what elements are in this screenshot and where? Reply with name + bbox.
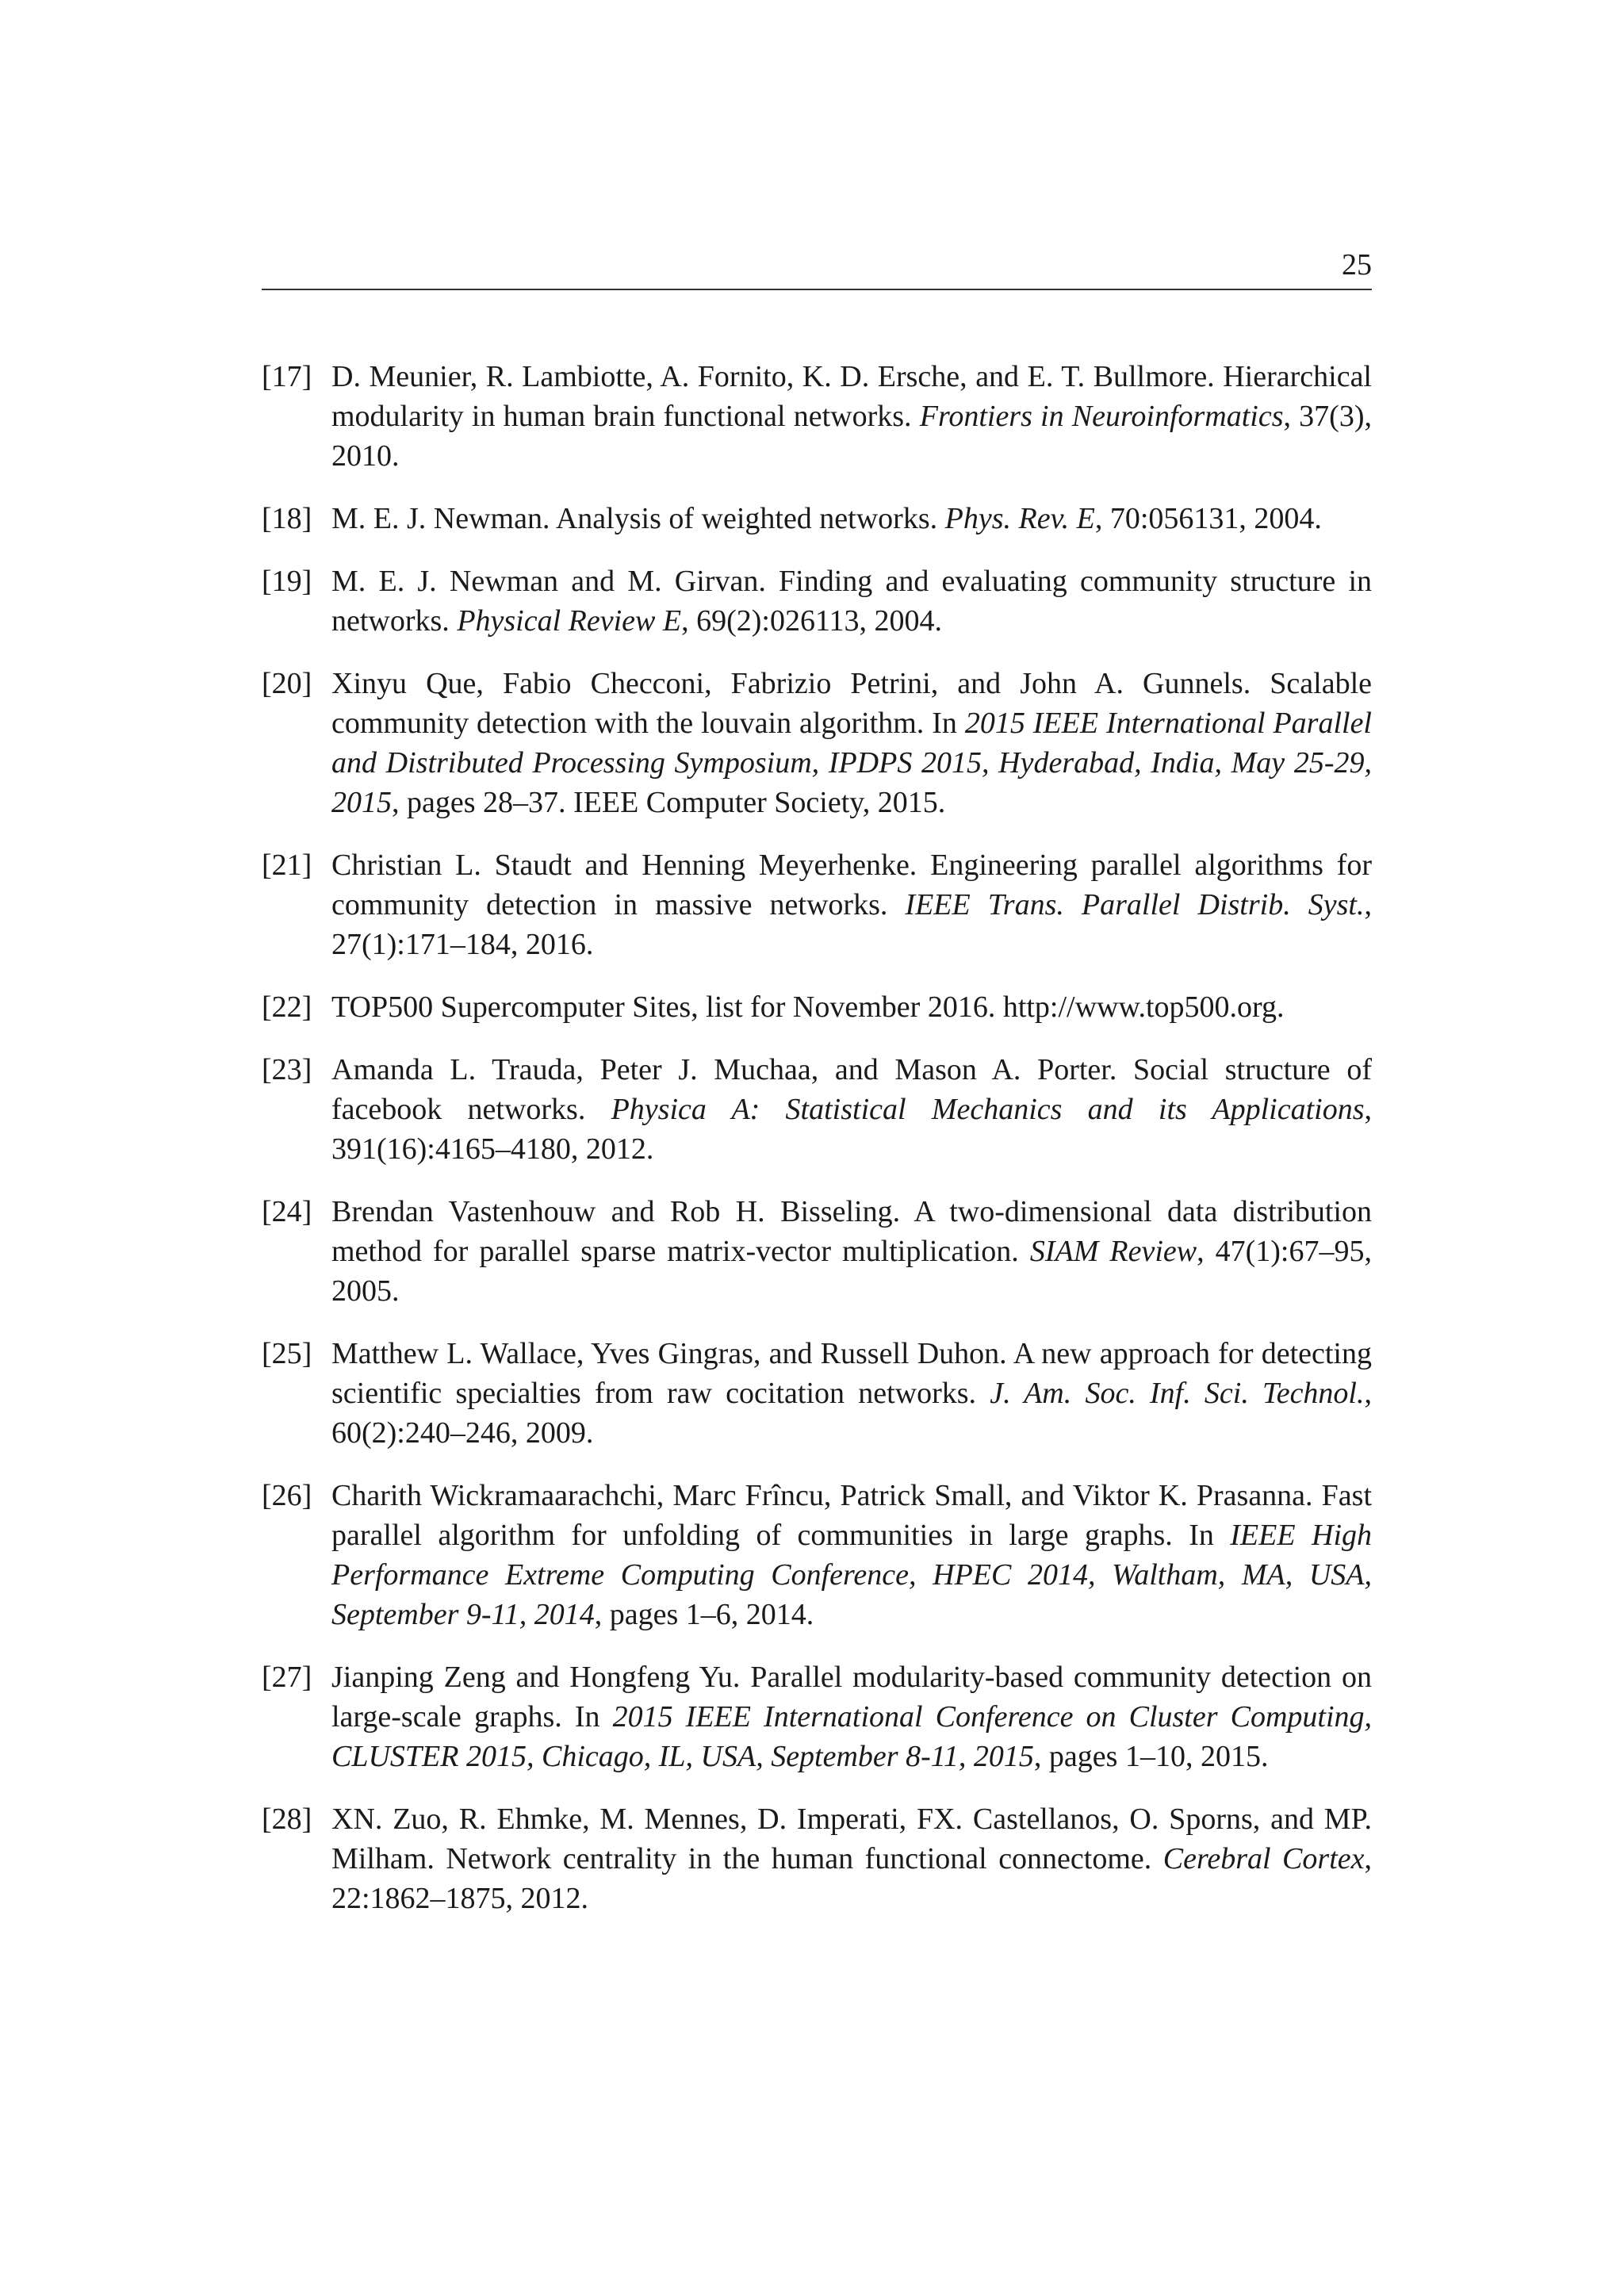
reference-authors-title: TOP500 Supercomputer Sites, list for November 2016. http://www.top500.org. bbox=[331, 990, 1285, 1024]
page-header bbox=[262, 238, 1372, 290]
reference-authors-title: M. E. J. Newman and M. Girvan. Finding and evaluating community structure in networks. bbox=[331, 565, 1372, 638]
reference-number: [26] bbox=[262, 1479, 312, 1512]
reference-number: [24] bbox=[262, 1195, 312, 1228]
reference-venue: Phys. Rev. E bbox=[944, 502, 1095, 535]
reference-item bbox=[262, 499, 1372, 538]
reference-text bbox=[331, 845, 1372, 964]
reference-text bbox=[331, 499, 1372, 538]
reference-text bbox=[331, 561, 1372, 641]
reference-text bbox=[331, 1334, 1372, 1453]
page-number: 25 bbox=[1342, 248, 1372, 282]
reference-authors-title: M. E. J. Newman. Analysis of weighted networks. bbox=[331, 502, 945, 535]
reference-number: [19] bbox=[262, 565, 312, 598]
reference-details: , 37(3), 2010. bbox=[331, 400, 1372, 473]
reference-item bbox=[262, 561, 1372, 641]
reference-venue: IEEE Trans. Parallel Distrib. Syst. bbox=[905, 888, 1365, 921]
reference-item bbox=[262, 357, 1372, 476]
reference-item bbox=[262, 1192, 1372, 1311]
reference-text bbox=[331, 1050, 1372, 1169]
reference-details: , pages 1–6, 2014. bbox=[594, 1598, 814, 1631]
reference-item bbox=[262, 1476, 1372, 1634]
reference-text bbox=[331, 1192, 1372, 1311]
reference-details: , 391(16):4165–4180, 2012. bbox=[331, 1093, 1372, 1166]
reference-venue: Cerebral Cortex bbox=[1162, 1842, 1365, 1875]
reference-venue: Physical Review E bbox=[457, 604, 682, 638]
reference-authors-title: Jianping Zeng and Hongfeng Yu. Parallel modularity-based community detection on large-scale graphs. In bbox=[331, 1661, 1372, 1734]
reference-number: [27] bbox=[262, 1661, 312, 1694]
reference-text bbox=[331, 1657, 1372, 1776]
reference-details: , 69(2):026113, 2004. bbox=[681, 604, 943, 638]
reference-number: [23] bbox=[262, 1053, 312, 1086]
reference-authors-title: Brendan Vastenhouw and Rob H. Bisseling. A two-dimensional data distribution method for parallel sparse matrix-vector multiplication. bbox=[331, 1195, 1372, 1268]
reference-text bbox=[331, 1476, 1372, 1634]
reference-item bbox=[262, 1050, 1372, 1169]
reference-details: , pages 28–37. IEEE Computer Society, 2015. bbox=[392, 786, 946, 819]
reference-authors-title: Amanda L. Trauda, Peter J. Muchaa, and Mason A. Porter. Social structure of facebook networks. bbox=[331, 1053, 1372, 1126]
reference-text bbox=[331, 987, 1372, 1027]
reference-authors-title: D. Meunier, R. Lambiotte, A. Fornito, K. D. Ersche, and E. T. Bullmore. Hierarchical modularity in human brain functional networks. bbox=[331, 360, 1372, 433]
reference-venue: 2015 IEEE International Parallel and Distributed Processing Symposium, IPDPS 2015, Hyderabad, India, May 25-29, 2015 bbox=[331, 707, 1372, 819]
reference-authors-title: Charith Wickramaarachchi, Marc Frîncu, Patrick Small, and Viktor K. Prasanna. Fast parallel algorithm for unfolding of communities in large graphs. In bbox=[331, 1479, 1372, 1552]
reference-text bbox=[331, 1799, 1372, 1918]
reference-venue: Physica A: Statistical Mechanics and its Applications bbox=[611, 1093, 1365, 1126]
reference-venue: J. Am. Soc. Inf. Sci. Technol. bbox=[990, 1377, 1365, 1410]
reference-venue: IEEE High Performance Extreme Computing Conference, HPEC 2014, Waltham, MA, USA, September 9-11, 2014 bbox=[331, 1519, 1372, 1631]
reference-details: , 27(1):171–184, 2016. bbox=[331, 888, 1372, 961]
reference-item bbox=[262, 1657, 1372, 1776]
reference-text bbox=[331, 664, 1372, 822]
reference-details: , 22:1862–1875, 2012. bbox=[331, 1842, 1372, 1915]
reference-text bbox=[331, 357, 1372, 476]
reference-authors-title: Christian L. Staudt and Henning Meyerhenke. Engineering parallel algorithms for community detection in massive networks. bbox=[331, 849, 1372, 921]
reference-item bbox=[262, 987, 1372, 1027]
reference-number: [22] bbox=[262, 990, 312, 1024]
reference-item bbox=[262, 1799, 1372, 1918]
reference-list bbox=[262, 357, 1372, 1941]
reference-venue: 2015 IEEE International Conference on Cluster Computing, CLUSTER 2015, Chicago, IL, USA, September 8-11, 2015 bbox=[331, 1700, 1372, 1773]
reference-venue: Frontiers in Neuroinformatics bbox=[919, 400, 1284, 433]
reference-details: , pages 1–10, 2015. bbox=[1033, 1740, 1269, 1773]
reference-number: [21] bbox=[262, 849, 312, 882]
reference-venue: SIAM Review bbox=[1029, 1235, 1197, 1268]
reference-number: [25] bbox=[262, 1337, 312, 1370]
reference-item bbox=[262, 1334, 1372, 1453]
reference-authors-title: Matthew L. Wallace, Yves Gingras, and Russell Duhon. A new approach for detecting scientific specialties from raw cocitation networks. bbox=[331, 1337, 1372, 1410]
reference-number: [28] bbox=[262, 1803, 312, 1836]
reference-item bbox=[262, 664, 1372, 822]
reference-authors-title: XN. Zuo, R. Ehmke, M. Mennes, D. Imperati, FX. Castellanos, O. Sporns, and MP. Milham. Network centrality in the human functional connectome. bbox=[331, 1803, 1372, 1875]
reference-item bbox=[262, 845, 1372, 964]
reference-details: , 70:056131, 2004. bbox=[1094, 502, 1322, 535]
reference-details: , 60(2):240–246, 2009. bbox=[331, 1377, 1372, 1450]
reference-authors-title: Xinyu Que, Fabio Checconi, Fabrizio Petrini, and John A. Gunnels. Scalable community detection with the louvain algorithm. In bbox=[331, 667, 1372, 740]
reference-number: [17] bbox=[262, 360, 312, 393]
reference-number: [20] bbox=[262, 667, 312, 700]
reference-details: , 47(1):67–95, 2005. bbox=[331, 1235, 1372, 1308]
reference-number: [18] bbox=[262, 502, 312, 535]
